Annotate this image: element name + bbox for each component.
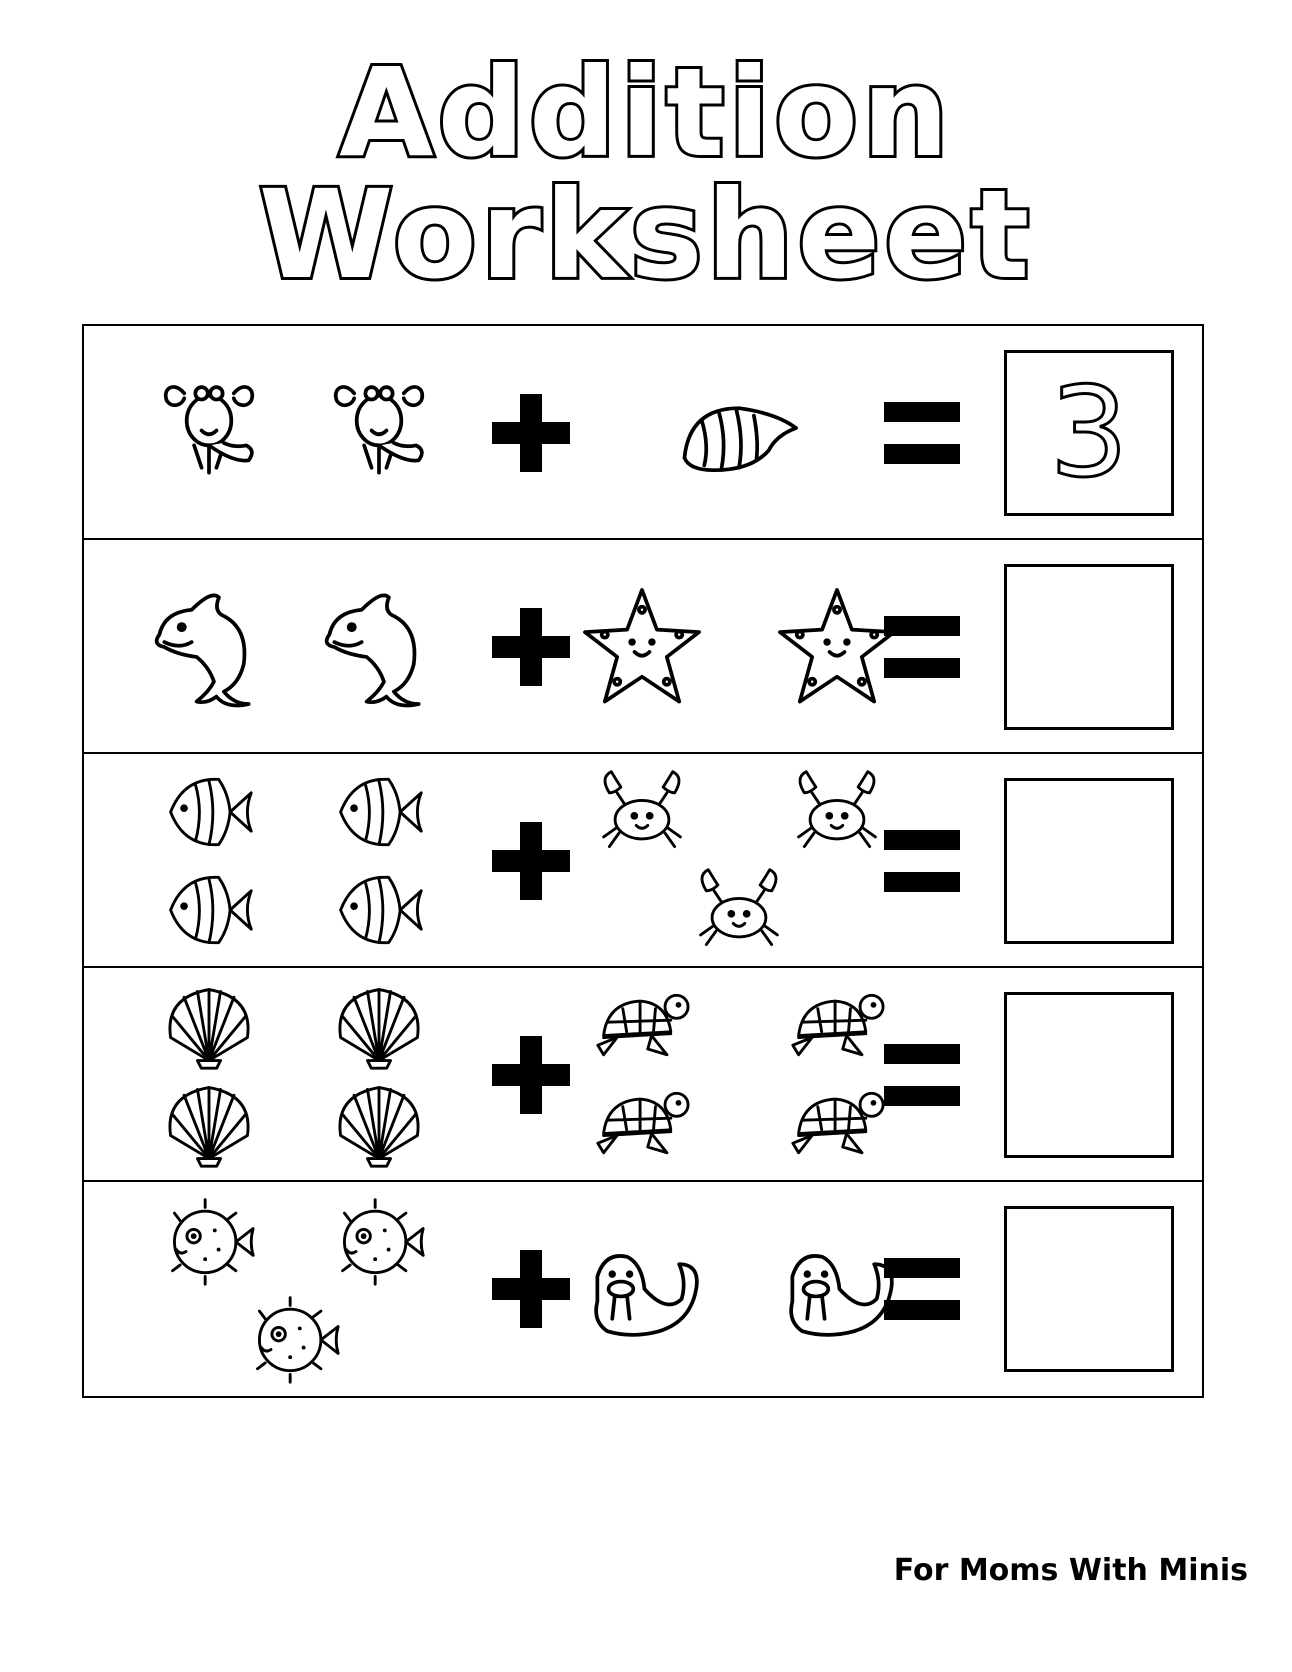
answer-box[interactable] (1004, 992, 1174, 1158)
striped-fish-icon (161, 862, 257, 958)
right-addend-group (544, 1182, 934, 1410)
turtle-icon (789, 1076, 885, 1172)
starfish-icon (580, 585, 704, 709)
page-title: Addition Worksheet (258, 42, 1034, 306)
left-addend-group (124, 754, 464, 982)
problems-table (82, 324, 1204, 1398)
equals-sign (884, 402, 960, 464)
equals-sign (884, 830, 960, 892)
striped-fish-icon (331, 764, 427, 860)
equals-sign (884, 616, 960, 678)
right-addend-group (544, 326, 934, 554)
turtle-icon (594, 1076, 690, 1172)
left-addend-group (124, 326, 464, 554)
conch-shell-icon (677, 371, 801, 495)
crab-icon (691, 862, 787, 958)
striped-fish-icon (161, 764, 257, 860)
starfish-icon (775, 585, 899, 709)
turtle-icon (594, 978, 690, 1074)
plus-sign (492, 608, 570, 686)
left-addend-group (124, 1182, 464, 1410)
equals-sign (884, 1044, 960, 1106)
scallop-shell-icon (161, 1076, 257, 1172)
scallop-shell-icon (331, 1076, 427, 1172)
scallop-shell-icon (161, 978, 257, 1074)
lobster-icon (317, 371, 441, 495)
problem-row (84, 1182, 1202, 1396)
crab-icon (594, 764, 690, 860)
answer-box[interactable] (1004, 564, 1174, 730)
footer-brand: For Moms With Minis (893, 1553, 1248, 1588)
walrus-icon (580, 1227, 704, 1351)
plus-sign (492, 1036, 570, 1114)
pufferfish-icon (246, 1290, 342, 1386)
dolphin-icon (317, 585, 441, 709)
right-addend-group (544, 540, 934, 768)
problem-row (84, 754, 1202, 968)
plus-sign (492, 1250, 570, 1328)
answer-box[interactable] (1004, 1206, 1174, 1372)
pufferfish-icon (331, 1192, 427, 1288)
plus-sign (492, 394, 570, 472)
left-addend-group (124, 540, 464, 768)
scallop-shell-icon (331, 978, 427, 1074)
problem-row (84, 968, 1202, 1182)
answer-box[interactable] (1004, 350, 1174, 516)
equals-sign (884, 1258, 960, 1320)
plus-sign (492, 822, 570, 900)
pufferfish-icon (161, 1192, 257, 1288)
answer-value: 3 (1049, 361, 1129, 505)
problem-row (84, 326, 1202, 540)
right-addend-group (544, 754, 934, 982)
left-addend-group (124, 968, 464, 1196)
problem-row (84, 540, 1202, 754)
striped-fish-icon (331, 862, 427, 958)
crab-icon (789, 764, 885, 860)
turtle-icon (789, 978, 885, 1074)
dolphin-icon (147, 585, 271, 709)
right-addend-group (544, 968, 934, 1196)
lobster-icon (147, 371, 271, 495)
walrus-icon (775, 1227, 899, 1351)
answer-box[interactable] (1004, 778, 1174, 944)
